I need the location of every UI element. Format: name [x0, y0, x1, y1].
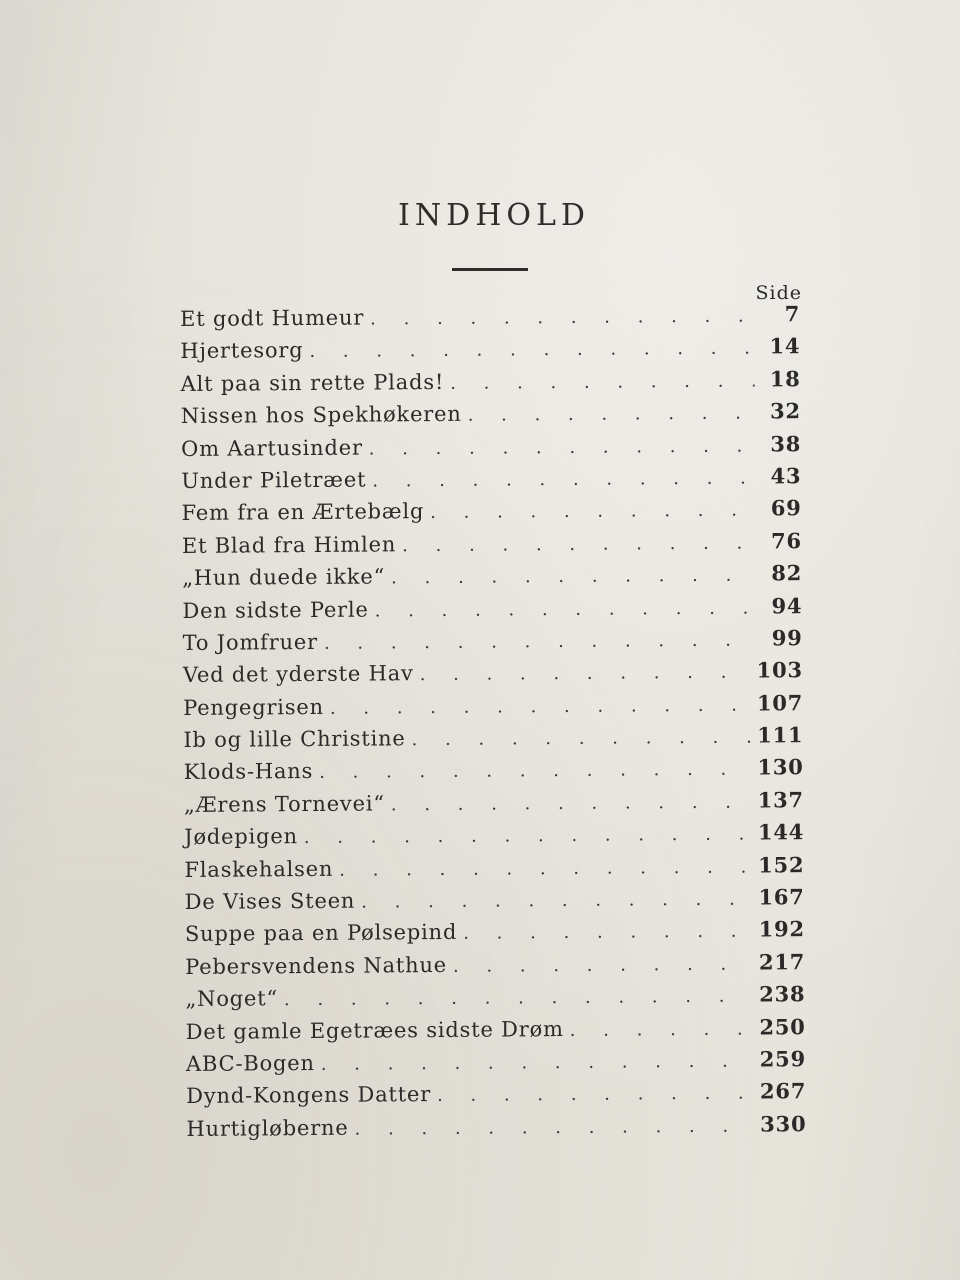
toc-title: To Jomfruer [182, 629, 319, 655]
toc-leader-dots [304, 824, 752, 849]
toc-page-number: 167 [758, 884, 805, 910]
toc-row [182, 495, 802, 532]
toc-leader-dots [453, 953, 753, 976]
toc-title: Et godt Humeur [180, 305, 365, 331]
toc-leader-dots [372, 467, 755, 491]
toc-row [185, 884, 805, 921]
toc-page-number: 43 [770, 463, 802, 489]
toc-title: Hurtigløberne [186, 1115, 349, 1141]
toc-title: Den sidste Perle [182, 597, 369, 623]
toc-row [182, 560, 802, 597]
toc-title: Klods-Hans [183, 759, 314, 785]
toc-row [183, 625, 803, 662]
toc-leader-dots [319, 759, 751, 783]
toc-title: Flaskehalsen [184, 856, 334, 882]
toc-page-number: 144 [757, 819, 805, 845]
toc-page-number: 76 [770, 527, 802, 554]
toc-row [185, 981, 805, 1018]
toc-leader-dots [321, 1051, 754, 1075]
toc-title: Hjertesorg [180, 338, 304, 364]
toc-page-number: 238 [759, 981, 806, 1007]
toc-page-number: 267 [759, 1078, 807, 1104]
toc-row [186, 1014, 806, 1051]
title-rule [452, 268, 528, 271]
toc-title: Alt paa sin rette Plads! [180, 369, 445, 396]
toc-leader-dots [339, 856, 752, 880]
toc-page-number: 137 [757, 786, 804, 813]
toc-row [183, 690, 803, 727]
toc-leader-dots [370, 305, 754, 329]
toc-title: Ib og lille Christine [183, 726, 406, 753]
toc-row [181, 463, 801, 500]
toc-title: Nissen hos Spekhøkeren [180, 401, 462, 429]
toc-row [180, 334, 800, 371]
toc-title: Ved det yderste Hav [182, 661, 414, 688]
toc-leader-dots [463, 921, 753, 944]
toc-title: Om Aartusinder [181, 435, 363, 461]
toc-leader-dots [391, 565, 756, 589]
toc-leader-dots [570, 1018, 754, 1040]
toc-page-number: 111 [757, 722, 804, 748]
page-title: INDHOLD [398, 198, 590, 233]
toc-page-number: 259 [759, 1046, 807, 1072]
toc-title: Fem fra en Ærtebælg [181, 499, 425, 526]
toc-page-number: 94 [771, 592, 803, 618]
toc-row [180, 301, 800, 338]
toc-row [186, 1046, 806, 1083]
table-of-contents [180, 301, 807, 1148]
page-column-label: Side [755, 282, 802, 304]
toc-row [183, 722, 803, 759]
toc-page-number: 32 [769, 398, 801, 424]
toc-leader-dots [391, 791, 752, 815]
toc-leader-dots [412, 727, 752, 751]
toc-row [182, 528, 802, 565]
toc-leader-dots [468, 403, 755, 426]
toc-title: „Noget“ [185, 986, 279, 1012]
toc-leader-dots [375, 597, 757, 621]
toc-page-number: 14 [769, 333, 801, 359]
toc-page-number: 38 [770, 430, 802, 456]
toc-title: Et Blad fra Himlen [181, 532, 397, 558]
toc-row [184, 819, 804, 856]
toc-leader-dots [437, 1083, 754, 1106]
toc-row [185, 949, 805, 986]
toc-leader-dots [284, 986, 753, 1011]
toc-leader-dots [330, 694, 751, 718]
toc-page-number: 330 [760, 1110, 807, 1137]
toc-title: Jødepigen [184, 824, 298, 850]
toc-row [183, 657, 803, 694]
toc-row [186, 1078, 806, 1115]
toc-title: Suppe paa en Pølsepind [184, 920, 458, 947]
toc-row [182, 593, 802, 630]
toc-title: Det gamle Egetræes sidste Drøm [185, 1016, 564, 1044]
toc-row [184, 787, 804, 824]
toc-page-number: 103 [756, 657, 803, 683]
toc-title: „Hun duede ikke“ [182, 564, 386, 591]
toc-leader-dots [369, 435, 756, 459]
toc-row [181, 431, 801, 468]
toc-title: Pebersvendens Nathue [185, 952, 448, 979]
toc-title: ABC-Bogen [185, 1050, 315, 1076]
toc-page-number: 69 [770, 495, 802, 521]
toc-row [185, 917, 805, 954]
toc-leader-dots [420, 662, 751, 686]
toc-leader-dots [361, 889, 752, 913]
toc-title: De Vises Steen [184, 888, 356, 915]
toc-page-number: 250 [759, 1013, 806, 1040]
toc-row [181, 398, 801, 435]
toc-row [184, 852, 804, 889]
toc-title: Pengegrisen [183, 694, 324, 720]
toc-row [184, 755, 804, 792]
toc-page-number: 107 [756, 689, 804, 716]
toc-page-number: 217 [758, 948, 806, 975]
toc-page-number: 82 [771, 560, 803, 586]
toc-page-number: 130 [757, 754, 804, 780]
toc-row [181, 366, 801, 403]
toc-leader-dots [430, 500, 756, 524]
toc-page-number: 192 [758, 916, 806, 942]
toc-leader-dots [354, 1115, 754, 1139]
toc-row [186, 1111, 806, 1148]
toc-leader-dots [450, 370, 755, 393]
toc-title: „Ærens Tornevei“ [183, 791, 385, 817]
toc-leader-dots [309, 338, 754, 362]
toc-leader-dots [324, 629, 757, 653]
toc-page-number: 7 [784, 301, 801, 327]
toc-title: Under Piletræet [181, 467, 367, 493]
toc-title: Dynd-Kongens Datter [186, 1082, 432, 1109]
toc-page-number: 18 [769, 365, 801, 392]
toc-leader-dots [402, 532, 756, 556]
toc-page-number: 152 [758, 851, 805, 878]
toc-page-number: 99 [771, 625, 803, 651]
